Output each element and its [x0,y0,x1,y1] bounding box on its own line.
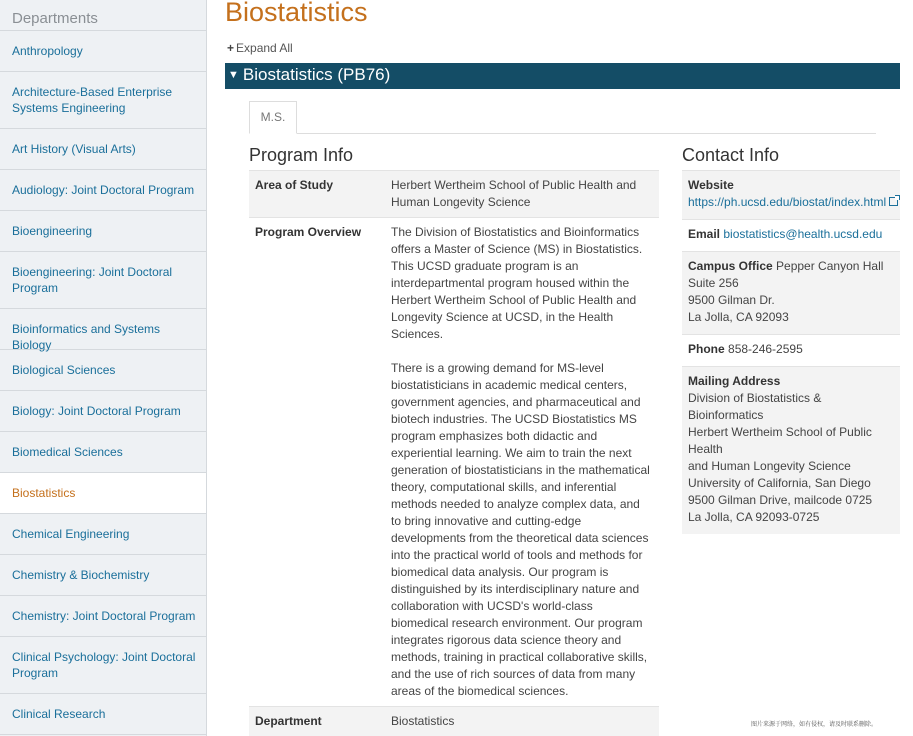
table-row [249,707,659,736]
sidebar-item-architecture-based-enterprise-systems-engineering[interactable]: Architecture-Based Enterprise Systems Engineering [0,72,206,129]
expand-all-label: Expand All [236,41,293,55]
program-overview-value [385,218,659,707]
sidebar-item-bioengineering[interactable]: Bioengineering [0,211,206,252]
mailing-address-label: Mailing Address [688,374,781,388]
email-block [682,219,900,251]
sidebar-item-clinical-psychology-joint-doctoral-program[interactable]: Clinical Psychology: Joint Doctoral Program [0,637,206,694]
sidebar-item-biology-joint-doctoral-program[interactable]: Biology: Joint Doctoral Program [0,391,206,432]
department-list [0,31,206,735]
phone-block [682,334,900,366]
office-line-1: Pepper Canyon Hall [776,259,884,273]
website-block [682,170,900,219]
sidebar-item-anthropology[interactable]: Anthropology [0,31,206,72]
table-row [249,171,659,218]
table-row [249,218,659,707]
overview-paragraph-2: There is a growing demand for MS-level biostatisticians in academic medical centers, government agencies, and pharmaceutical and biotech industries. The UCSD Biostatistics MS program emphasizes both didactic and experiential learning. We aim to train the next generation of biostatisticians in the mathematical theory, computational skills, and inferential methods needed to analyze complex data, and to bring innovative and cutting-edge developments from the theoretical data sciences into the practical world of tools and methods for biomedical data analysis. Our program is distinguished by its interdisciplinary nature and collaboration with UCSD's world-class biomedical research environment. Our program integrates rigorous data science theory and methods, training in practical collaborative skills, and the use of rich sources of data from many areas of the biomedical sciences. [391,361,650,698]
tab-ms[interactable]: M.S. [249,101,297,134]
sidebar-item-bioengineering-joint-doctoral-program[interactable]: Bioengineering: Joint Doctoral Program [0,252,206,309]
program-accordion-header[interactable] [225,63,900,89]
sidebar-item-biostatistics[interactable]: Biostatistics [0,473,206,514]
campus-office-block [682,251,900,334]
program-info-title: Program Info [249,145,354,165]
phone-value: 858-246-2595 [728,342,803,356]
main-content [225,0,913,736]
expand-all-button[interactable] [227,41,293,55]
office-line-2: Suite 256 [688,276,739,290]
page-title: Biostatistics [225,0,368,27]
area-of-study-value: Herbert Wertheim School of Public Health and Human Longevity Science [385,171,659,218]
program-info-table [249,170,659,736]
email-link[interactable]: biostatistics@health.ucsd.edu [723,227,883,241]
program-overview-label: Program Overview [249,218,385,707]
mailing-address-block [682,366,900,534]
contact-info-title: Contact Info [682,145,780,165]
area-of-study-label: Area of Study [249,171,385,218]
sidebar-item-bioinformatics-and-systems-biology[interactable]: Bioinformatics and Systems Biology [0,309,206,350]
phone-label: Phone [688,342,725,356]
mailing-line-4: University of California, San Diego [688,476,871,490]
plus-icon: + [227,41,235,55]
sidebar-title: Departments [0,0,206,31]
department-value: Biostatistics [385,707,659,736]
website-link[interactable]: https://ph.ucsd.edu/biostat/index.html [688,195,887,209]
mailing-line-3: and Human Longevity Science [688,459,851,473]
caret-down-icon: ▼ [228,69,239,81]
campus-office-label: Campus Office [688,259,773,273]
sidebar-item-chemical-engineering[interactable]: Chemical Engineering [0,514,206,555]
sidebar-item-clinical-research[interactable]: Clinical Research [0,694,206,735]
mailing-line-2: Herbert Wertheim School of Public Health [688,425,872,456]
sidebar-item-biomedical-sciences[interactable]: Biomedical Sciences [0,432,206,473]
sidebar-item-biological-sciences[interactable]: Biological Sciences [0,350,206,391]
mailing-line-5: 9500 Gilman Drive, mailcode 0725 [688,493,873,507]
office-line-4: La Jolla, CA 92093 [688,310,789,324]
mailing-line-6: La Jolla, CA 92093-0725 [688,510,820,524]
website-label: Website [688,178,734,192]
mailing-line-1: Division of Biostatistics & Bioinformatics [688,391,822,422]
degree-tabs [249,101,876,134]
departments-sidebar [0,0,207,736]
watermark-text: 图片来源于网络，如有侵权，请及时联系删除。 [750,722,877,728]
overview-paragraph-1: The Division of Biostatistics and Bioinformatics offers a Master of Science (MS) in Biostatistics. This UCSD graduate program is an interdepartmental program housed within the Herbert Wertheim School of Public Health and Longevity Science at UCSD, in the Health Sciences. [391,225,643,341]
office-line-3: 9500 Gilman Dr. [688,293,775,307]
email-label: Email [688,227,721,241]
sidebar-item-art-history-visual-arts[interactable]: Art History (Visual Arts) [0,129,206,170]
department-label: Department [249,707,385,736]
sidebar-item-chemistry-biochemistry[interactable]: Chemistry & Biochemistry [0,555,206,596]
contact-info-panel [682,170,900,534]
program-name: Biostatistics (PB76) [242,65,391,84]
sidebar-item-audiology-joint-doctoral-program[interactable]: Audiology: Joint Doctoral Program [0,170,206,211]
sidebar-item-chemistry-joint-doctoral-program[interactable]: Chemistry: Joint Doctoral Program [0,596,206,637]
external-link-icon [889,197,898,206]
